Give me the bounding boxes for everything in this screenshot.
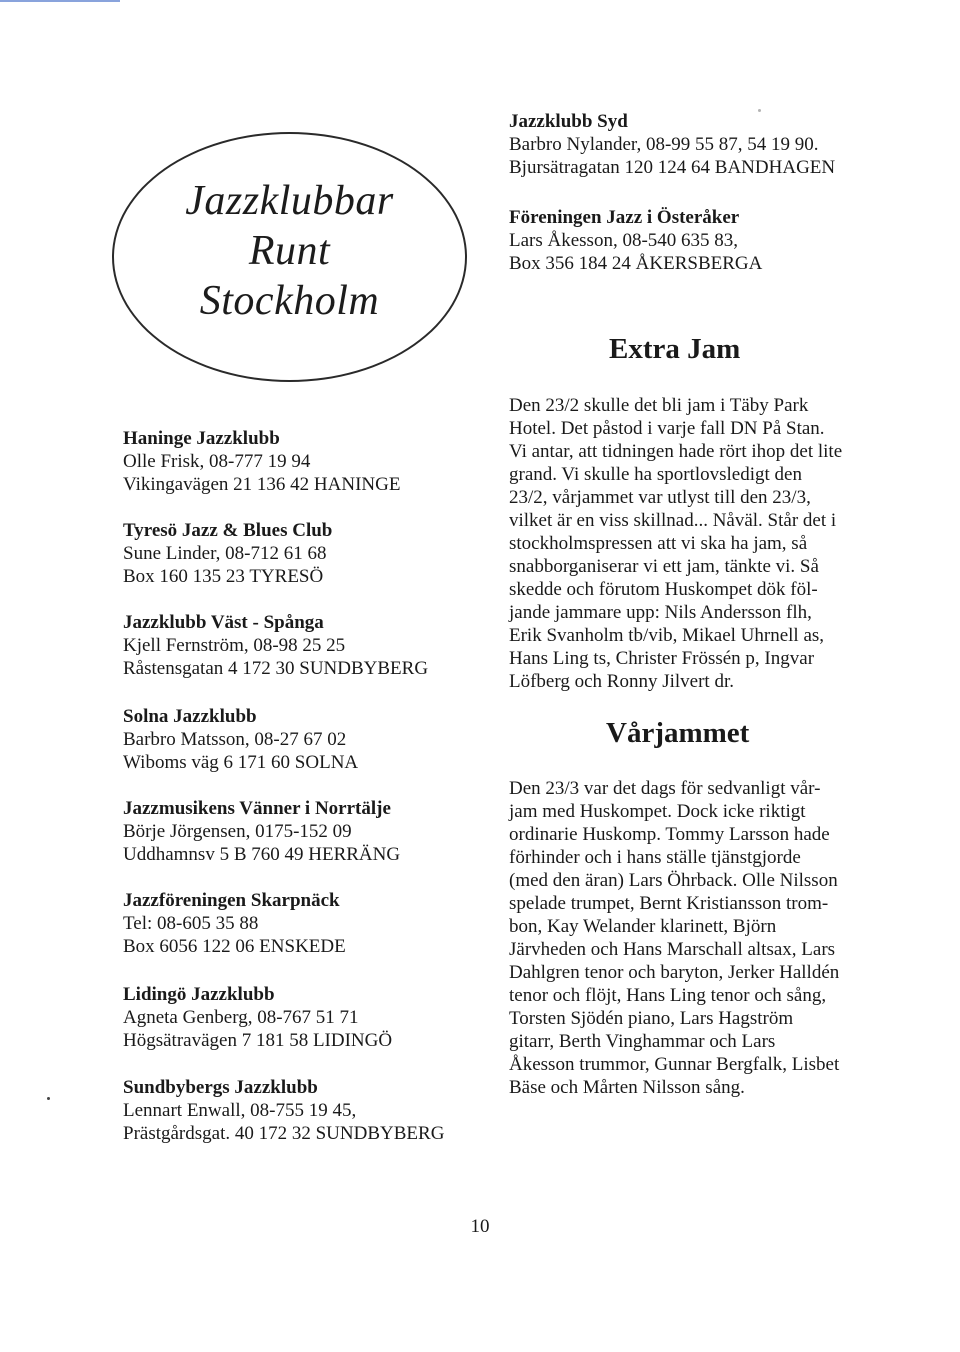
paragraph-line: Bäse och Mårten Nilsson sång. bbox=[509, 1077, 745, 1098]
paragraph-line: Hotel. Det påstod i varje fall DN På Stan. bbox=[509, 418, 825, 439]
club-contact: Kjell Fernström, 08-98 25 25 bbox=[123, 635, 346, 656]
club-entry-solna bbox=[123, 705, 358, 774]
club-contact: Olle Frisk, 08-777 19 94 bbox=[123, 451, 311, 472]
paragraph-line: Den 23/2 skulle det bli jam i Täby Park bbox=[509, 395, 809, 416]
scan-edge-mark bbox=[0, 0, 120, 2]
scan-speck bbox=[758, 109, 761, 112]
club-contact: Barbro Nylander, 08-99 55 87, 54 19 90. bbox=[509, 134, 819, 155]
club-address: Box 6056 122 06 ENSKEDE bbox=[123, 936, 346, 957]
club-name: Lidingö Jazzklubb bbox=[123, 984, 275, 1005]
club-name: Jazzklubb Syd bbox=[509, 111, 628, 132]
club-name: Sundbybergs Jazzklubb bbox=[123, 1077, 318, 1098]
club-contact: Lars Åkesson, 08-540 635 83, bbox=[509, 230, 739, 251]
scan-speck bbox=[47, 1097, 50, 1100]
paragraph-line: Erik Svanholm tb/vib, Mikael Uhrnell as, bbox=[509, 625, 825, 646]
paragraph-line: snabborganiserar vi ett jam, tänkte vi. Så bbox=[509, 556, 819, 577]
paragraph-line: Järvheden och Hans Marschall altsax, Lars bbox=[509, 939, 836, 960]
club-address: Box 356 184 24 ÅKERSBERGA bbox=[509, 253, 763, 274]
club-entry-lidingo bbox=[123, 983, 392, 1052]
club-name: Solna Jazzklubb bbox=[123, 706, 257, 727]
club-entry-haninge bbox=[123, 427, 400, 496]
club-address: Prästgårdsgat. 40 172 32 SUNDBYBERG bbox=[123, 1123, 445, 1144]
paragraph-line: Löfberg och Ronny Jilvert dr. bbox=[509, 671, 734, 692]
paragraph-line: jande jammare upp: Nils Andersson flh, bbox=[509, 602, 812, 623]
paragraph-line: Vi antar, att tidningen hade rört ihop det lite bbox=[509, 441, 843, 462]
paragraph-line: bon, Kay Welander klarinett, Björn bbox=[509, 916, 777, 937]
club-entry-norrtalje bbox=[123, 797, 400, 866]
club-contact: Barbro Matsson, 08-27 67 02 bbox=[123, 729, 347, 750]
club-contact: Börje Jörgensen, 0175-152 09 bbox=[123, 821, 352, 842]
paragraph-line: ordinarie Huskomp. Tommy Larsson hade bbox=[509, 824, 830, 845]
club-address: Uddhamnsv 5 B 760 49 HERRÄNG bbox=[123, 844, 401, 865]
club-entry-vast-spanga bbox=[123, 611, 428, 680]
paragraph-line: Dahlgren tenor och baryton, Jerker Halldén bbox=[509, 962, 840, 983]
club-name: Jazzföreningen Skarpnäck bbox=[123, 890, 340, 911]
club-address: Högsätravägen 7 181 58 LIDINGÖ bbox=[123, 1030, 393, 1051]
club-name: Haninge Jazzklubb bbox=[123, 428, 280, 449]
club-entry-jazzklubb-syd bbox=[509, 110, 835, 179]
paragraph-line: förhinder och i hans ställe tjänstgjorde bbox=[509, 847, 801, 868]
club-contact: Lennart Enwall, 08-755 19 45, bbox=[123, 1100, 357, 1121]
paragraph-line: stockholmspressen att vi ska ha jam, så bbox=[509, 533, 808, 554]
club-name: Föreningen Jazz i Österåker bbox=[509, 207, 740, 228]
club-address: Bjursätragatan 120 124 64 BANDHAGEN bbox=[509, 157, 836, 178]
paragraph-line: vilket är en viss skillnad... Nåväl. Står det i bbox=[509, 510, 837, 531]
paragraph-line: tenor och flöjt, Hans Ling tenor och sång, bbox=[509, 985, 827, 1006]
club-contact: Agneta Genberg, 08-767 51 71 bbox=[123, 1007, 359, 1028]
club-entry-tyreso bbox=[123, 519, 332, 588]
club-address: Box 160 135 23 TYRESÖ bbox=[123, 566, 324, 587]
club-name: Tyresö Jazz & Blues Club bbox=[123, 520, 333, 541]
varjammet-heading: Vårjammet bbox=[606, 717, 750, 749]
title-line-1: Jazzklubbar bbox=[185, 178, 394, 224]
club-entry-jazz-i-osteraker bbox=[509, 206, 762, 275]
paragraph-line: jam med Huskompet. Dock icke riktigt bbox=[509, 801, 806, 822]
club-entry-sundbyberg bbox=[123, 1076, 444, 1145]
paragraph-line: grand. Vi skulle ha sportlovsledigt den bbox=[509, 464, 802, 485]
paragraph-line: spelade trumpet, Bernt Kristiansson trom- bbox=[509, 893, 829, 914]
title-line-2: Runt bbox=[248, 228, 331, 274]
club-name: Jazzklubb Väst - Spånga bbox=[123, 612, 324, 633]
club-address: Råstensgatan 4 172 30 SUNDBYBERG bbox=[123, 658, 429, 679]
paragraph-line: skedde och förutom Huskompet dök föl- bbox=[509, 579, 818, 600]
title-line-3: Stockholm bbox=[199, 278, 380, 324]
paragraph-line: Hans Ling ts, Christer Frössén p, Ingvar bbox=[509, 648, 815, 669]
club-contact: Tel: 08-605 35 88 bbox=[123, 913, 259, 934]
paragraph-line: Torsten Sjödén piano, Lars Hagström bbox=[509, 1008, 794, 1029]
page-number: 10 bbox=[470, 1216, 490, 1237]
paragraph-line: Den 23/3 var det dags för sedvanligt vår- bbox=[509, 778, 821, 799]
paragraph-line: (med den äran) Lars Öhrback. Olle Nilsson bbox=[509, 870, 838, 891]
club-address: Wiboms väg 6 171 60 SOLNA bbox=[123, 752, 359, 773]
varjammet-paragraph bbox=[509, 777, 859, 1099]
paragraph-line: 23/2, vårjammet var utlyst till den 23/3, bbox=[509, 487, 811, 508]
club-address: Vikingavägen 21 136 42 HANINGE bbox=[123, 474, 401, 495]
club-contact: Sune Linder, 08-712 61 68 bbox=[123, 543, 327, 564]
extra-jam-heading: Extra Jam bbox=[609, 333, 741, 365]
paragraph-line: Åkesson trummor, Gunnar Bergfalk, Lisbet bbox=[509, 1054, 840, 1075]
paragraph-line: gitarr, Berth Vinghammar och Lars bbox=[509, 1031, 776, 1052]
extra-jam-paragraph bbox=[509, 394, 859, 693]
club-name: Jazzmusikens Vänner i Norrtälje bbox=[123, 798, 391, 819]
club-entry-skarpnack bbox=[123, 889, 346, 958]
